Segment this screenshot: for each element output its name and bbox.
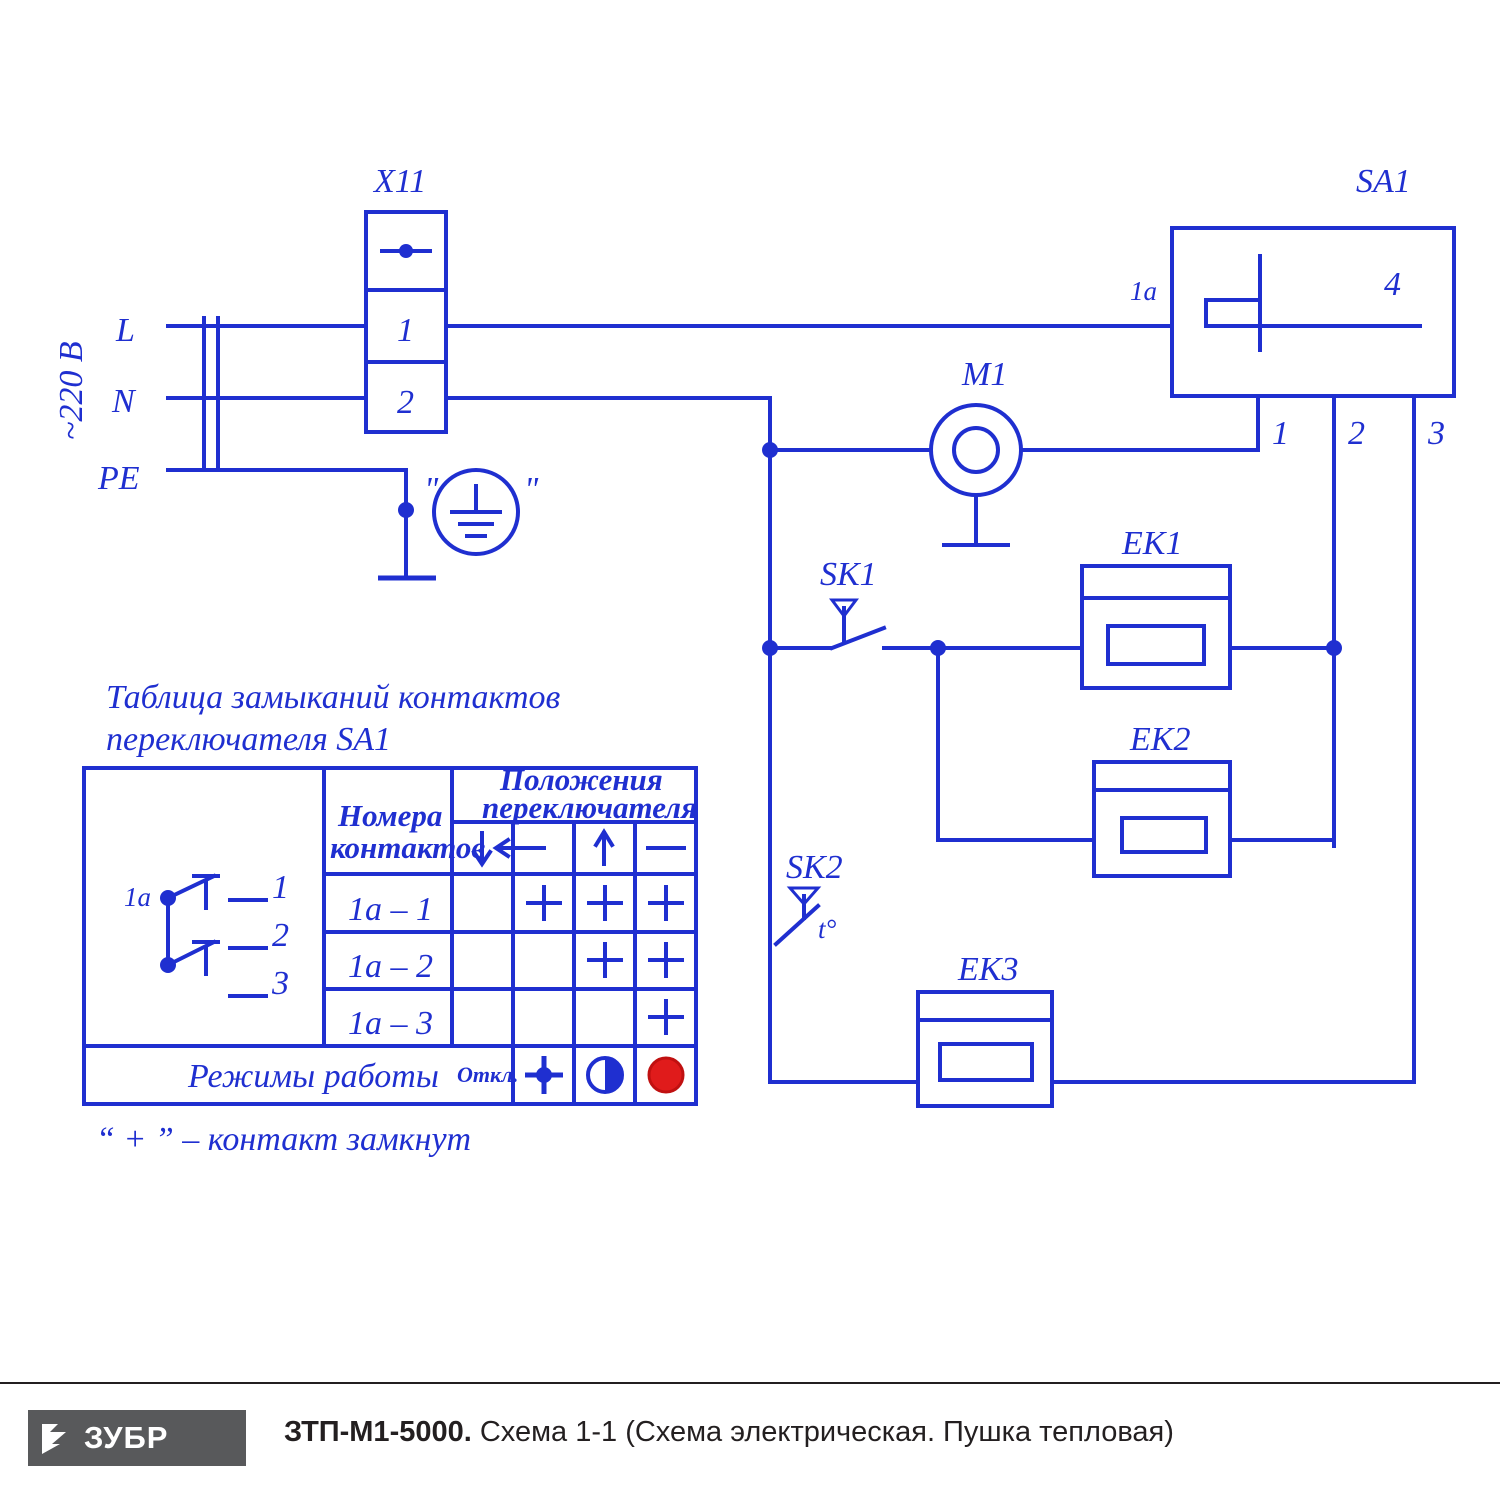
mode-off-label: Откл. — [457, 1062, 519, 1087]
line-label-n: N — [112, 383, 135, 420]
motor-inner-circle — [954, 428, 998, 472]
caption-text: Схема 1-1 (Схема электрическая. Пушка тепловая) — [471, 1416, 1174, 1448]
line-label-pe: PE — [98, 460, 140, 497]
ek1-element — [1108, 626, 1204, 664]
table-diagram-out-2: 2 — [272, 917, 289, 954]
wire-sa1-1-to-motor — [1018, 396, 1258, 450]
switch-body — [1172, 228, 1454, 396]
switch-ref: SA1 — [1356, 163, 1411, 200]
table-row-1-contacts: 1a – 1 — [348, 891, 433, 928]
model-number: ЗТП-М1-5000. — [284, 1416, 472, 1448]
sk2-blade — [776, 906, 818, 944]
switch-label-1: 1 — [1272, 415, 1289, 452]
table-diagram-out-3: 3 — [272, 965, 289, 1002]
switch-label-4: 4 — [1384, 266, 1401, 303]
mode-half-icon — [588, 1058, 622, 1092]
supply-label — [53, 341, 90, 440]
table-row-3-contacts: 1a – 3 — [348, 1005, 433, 1042]
table-header-positions-1: Положения — [500, 762, 663, 797]
mode-full-icon — [649, 1058, 683, 1092]
arrow-mark-icon — [38, 1420, 80, 1456]
footer-bar — [0, 1382, 1500, 1500]
ek3-element — [940, 1044, 1032, 1080]
quote-right: " — [524, 471, 539, 508]
table-modes-label: Режимы работы — [188, 1058, 439, 1095]
switch-label-2: 2 — [1348, 415, 1365, 452]
table-header-contacts-1: Номера — [338, 798, 443, 833]
ek2-ref: EK2 — [1130, 721, 1191, 758]
terminal-number-2: 2 — [397, 384, 414, 421]
sk1-ref: SK1 — [820, 556, 877, 593]
brand-logo — [28, 1410, 246, 1466]
sk2-temp-label: t° — [818, 914, 837, 944]
ek2-element — [1122, 818, 1206, 852]
sk2-ref: SK2 — [786, 849, 843, 886]
ek3-ref: EK3 — [958, 951, 1019, 988]
wire-sa1-3-rail — [1052, 396, 1414, 1082]
junction-ek1-right — [1326, 640, 1342, 656]
table-header-positions-2: переключателя — [482, 790, 698, 825]
switch-label-3: 3 — [1428, 415, 1445, 452]
terminal-block-ref: X11 — [374, 163, 427, 200]
table-diagram-input: 1a — [124, 882, 151, 912]
brand-name: ЗУБР — [84, 1420, 169, 1455]
footer-caption — [284, 1416, 1174, 1449]
table-header-contacts-2: контактов — [330, 830, 486, 865]
line-label-l: L — [116, 312, 135, 349]
junction-sk1 — [762, 640, 778, 656]
junction-motor — [762, 442, 778, 458]
ek1-ref: EK1 — [1122, 525, 1183, 562]
sk1-blade — [832, 628, 884, 648]
voltage-label: ~220 В — [53, 341, 90, 440]
table-legend: “ + ” – контакт замкнут — [96, 1121, 472, 1158]
motor-ref: M1 — [962, 356, 1008, 393]
quote-left: " — [424, 471, 439, 508]
terminal-number-1: 1 — [397, 312, 414, 349]
table-diagram-out-1: 1 — [272, 869, 289, 906]
switch-input-label: 1a — [1130, 276, 1157, 306]
wire-ek2-left — [938, 648, 1094, 840]
zubr-mark-icon — [36, 1418, 82, 1458]
table-row-2-contacts: 1a – 2 — [348, 948, 433, 985]
table-title-line2: переключателя SA1 — [106, 721, 392, 758]
table-title-line1: Таблица замыканий контактов — [106, 679, 561, 716]
terminal-plug-dot — [399, 244, 413, 258]
